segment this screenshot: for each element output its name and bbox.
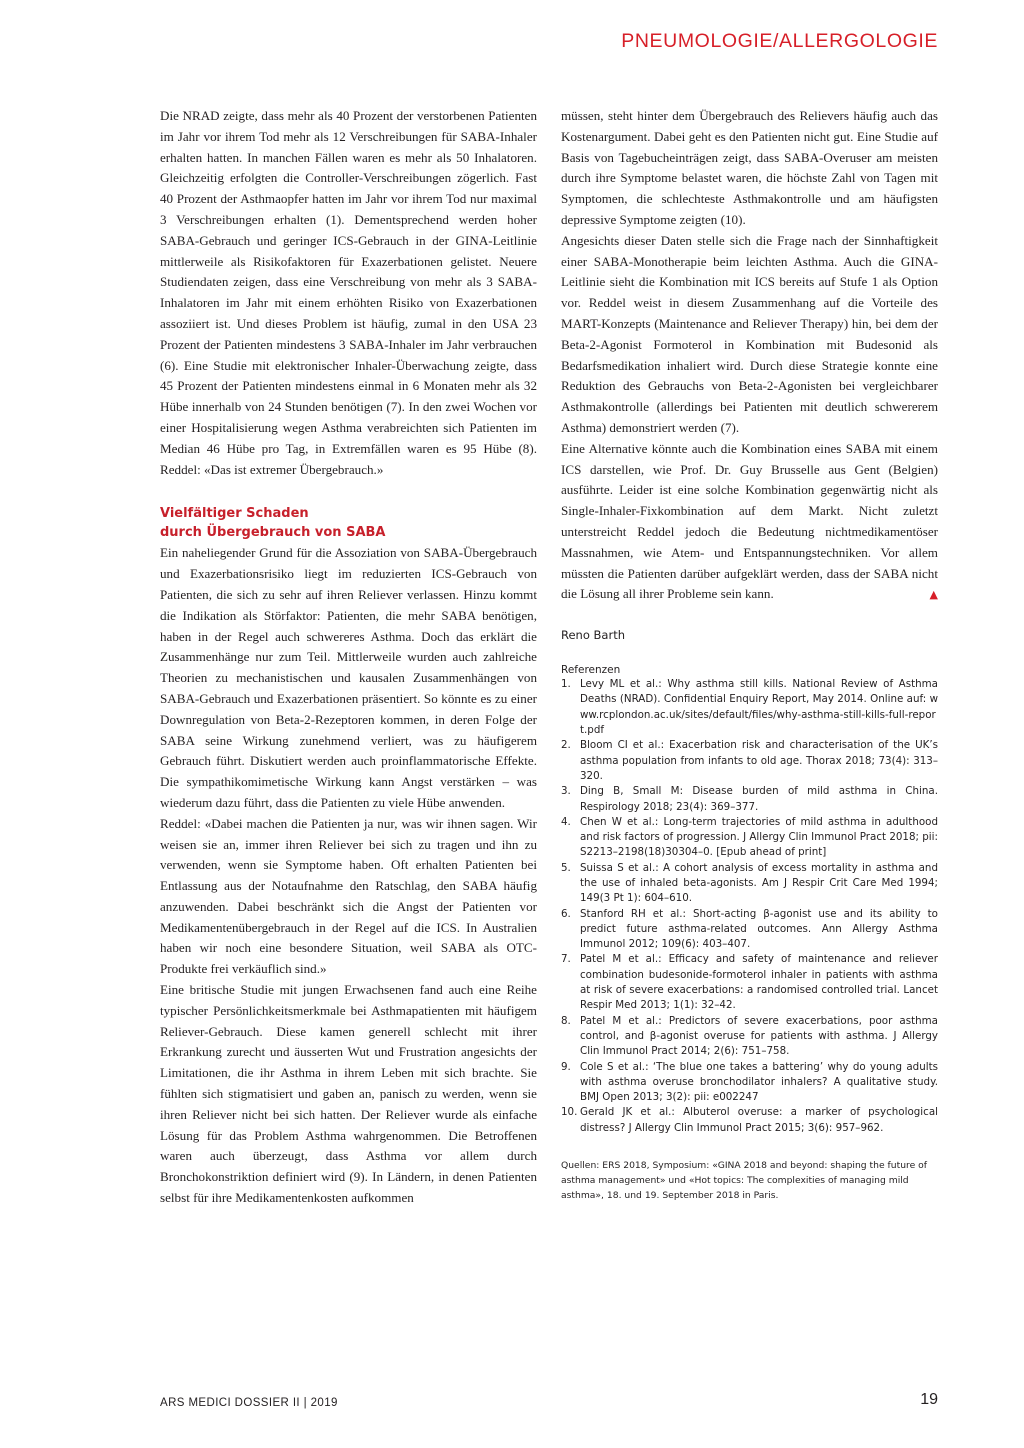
reference-number: 5. [561, 861, 571, 874]
reference-text: Ding B, Small M: Disease burden of mild asthma in China. Respirology 2018; 23(4): 369–377. [580, 785, 938, 813]
reference-item [561, 1105, 938, 1136]
reference-item [561, 815, 938, 861]
reference-number: 6. [561, 907, 571, 920]
final-paragraph-text: Eine Alternative könnte auch die Kombination eines SABA mit einem ICS darstellen, wie Prof. Dr. Guy Brusselle aus Gent (Belgien) ausführte. Leider ist eine solche Kombination gegenwärtig nicht als Single-Inhaler-Fixkombination auf dem Markt. Nicht zuletzt unterstreicht Reddel jedoch die Bedeutung nichtmedikamentöser Massnahmen, wie Atem- und Entspannungstechniken. Vor allem müssten die Patienten darüber aufgeklärt werden, dass der SABA nicht die Lösung all ihrer Probleme sein kann. [561, 440, 938, 602]
reference-text: Stanford RH et al.: Short-acting β-agonist use and its ability to predict future asthma-related outcomes. Ann Allergy Asthma Immunol 2012; 109(6): 403–407. [580, 907, 938, 951]
section-title: PNEUMOLOGIE/ALLERGOLOGIE [621, 30, 938, 52]
author-name: Reno Barth [561, 628, 625, 643]
end-of-article-triangle-icon: ▲ [929, 588, 938, 602]
reference-item [561, 1014, 938, 1060]
publication-footer: ARS MEDICI DOSSIER II | 2019 [160, 1397, 338, 1409]
reference-text: Cole S et al.: ‘The blue one takes a battering’ why do young adults with asthma overuse bronchodilator inhalers? A qualitative study. BMJ Open 2013; 3(2): pii: e002247 [580, 1060, 938, 1104]
reference-item [561, 677, 938, 738]
references-list [561, 677, 938, 1136]
reference-text: Patel M et al.: Efficacy and safety of maintenance and reliever combination budesonide-formoterol inhaler in patients with asthma at risk of severe exacerbations: a randomised controlled trial. Lancet Respir Med 2013; 1(1): 32–42. [580, 953, 938, 1012]
reference-number: 3. [561, 785, 571, 798]
body-paragraph: Ein naheliegender Grund für die Assoziation von SABA-Übergebrauch und Exazerbationsrisiko liegt im reduzierten ICS-Gebrauch von Patienten, die sich zu sehr auf ihren Reliever verlassen. Hinzu kommt die Indikation als Störfaktor: Patienten, die mehr SABA benötigen, haben in der Regel auch schwereres Asthma. Doch das erklärt die Zusammenhänge nur zum Teil. Mittlerweile wurden auch zahlreiche Theorien zu mechanistischen und kausalen Zusammenhängen von SABA-Gebrauch und Exazerbationen präsentiert. So könnte es zu einer Downregulation von Beta-2-Rezeptoren kommen, in deren Folge der SABA seine Wirkung zunehmend verliert, was zu häufigerem Gebrauch führt. Diskutiert werden auch proinflammatorische Effekte. Die sympathikomimetische Wirkung kann Angst verstärken – was wiederum dazu führt, dass die Patienten zu viele Hübe anwenden. [160, 545, 537, 810]
section-heading-line: durch Übergebrauch von SABA [160, 525, 386, 541]
reference-number: 2. [561, 739, 571, 752]
sources-note: Quellen: ERS 2018, Symposium: «GINA 2018 and beyond: shaping the future of asthma management» und «Hot topics: The complexities of managing mild asthma», 18. und 19. September 2018 in Paris. [561, 1160, 928, 1202]
section-heading [160, 504, 537, 542]
reference-number: 1. [561, 678, 571, 691]
reference-item [561, 907, 938, 953]
reference-text: Patel M et al.: Predictors of severe exacerbations, poor asthma control, and β-agonist overuse for patients with asthma. J Allergy Clin Immunol Pract 2014; 2(6): 751–758. [580, 1014, 938, 1058]
reference-text: Levy ML et al.: Why asthma still kills. National Review of Asthma Deaths (NRAD). Confidential Enquiry Report, May 2014. Online auf: [580, 678, 938, 706]
body-paragraph: Reddel: «Dabei machen die Patienten ja nur, was wir ihnen sagen. Wir weisen sie an, immer ihren Reliever bei sich zu tragen und ihn zu verwenden, wenn sie Symptome haben. Oft erhalten Patienten bei Entlassung aus der Notaufnahme den Ratschlag, den SABA häufig anzuwenden. Dabei beschränkt sich die Angst der Patienten vor Medikamentenübergebrauch in der Regel auf die ICS. In Australien haben wir noch eine besondere Situation, weil SABA als OTC-Produkte frei verkäuflich sind.» [160, 815, 537, 977]
reference-text: Suissa S et al.: A cohort analysis of excess mortality in asthma and the use of inhaled beta-agonists. Am J Respir Crit Care Med 1994; 149(3 Pt 1): 604–610. [580, 861, 938, 905]
page-number: 19 [920, 1391, 938, 1408]
reference-url-link[interactable]: www.rcplondon.ac.uk/sites/default/files/why-asthma-still-kills-full-report.pdf [580, 693, 938, 737]
body-paragraph: Eine britische Studie mit jungen Erwachsenen fand auch eine Reihe typischer Persönlichkeitsmerkmale bei Asthmapatienten mit häufigem Reliever-Gebrauch. Diese kamen generell schlecht mit ihrer Erkrankung zurecht und äusserten Wut und Frustration angesichts der Limitationen, die ihr Asthma in ihrem Leben mit sich brachte. Sie fühlten sich stigmatisiert und gaben an, panisch zu werden, wenn sie ihren Reliever nicht bei sich hatten. Der Reliever wurde als einfache Lösung für das Problem Asthma wahrgenommen. Die Betroffenen waren auch überzeugt, dass Asthma vor allem durch Bronchokonstriktion definiert wird (9). In Ländern, in denen Patienten selbst für ihre Medikamentenkosten aufkommen [160, 982, 537, 1206]
reference-number: 10. [561, 1106, 578, 1119]
reference-text: Bloom CI et al.: Exacerbation risk and characterisation of the UK’s asthma population from infants to old age. Thorax 2018; 73(4): 313–320. [580, 739, 938, 782]
right-column [561, 106, 938, 1203]
body-paragraph: Die NRAD zeigte, dass mehr als 40 Prozent der verstorbenen Patienten im Jahr vor ihrem Tod mehr als 12 Verschreibungen für SABA-Inhaler erhalten hatten. In manchen Fällen waren es mehr als 50 Inhalatoren. Gleichzeitig erfolgten die Controller-Verschreibungen zögerlich. Fast 40 Prozent der Asthmaopfer hatten im Jahr vor ihrem Tod nur maximal 3 Verschreibungen erhalten (1). Dementsprechend werden hoher SABA-Gebrauch und geringer ICS-Gebrauch in der GINA-Leitlinie mittlerweile als Risikofaktoren für Exazerbationen gelistet. Neuere Studiendaten zeigen, dass eine Verschreibung von mehr als 3 SABA-Inhalatoren im Jahr mit einem erhöhten Risiko von Exazerbationen assoziiert ist. Und dieses Problem ist häufig, zumal in den USA 23 Prozent der Patienten mindestens 3 SABA-Inhaler im Jahr verbrauchen (6). Eine Studie mit elektronischer Inhaler-Überwachung zeigte, dass 45 Prozent der Patienten mindestens einmal in 6 Monaten mehr als 32 Hübe innerhalb von 24 Stunden benötigen (7). In den zwei Wochen vor einer Hospitalisierung wegen Asthma verabreichten sich Patienten im Median 46 Hübe pro Tag, in Extremfällen waren es 95 Hübe (8). Reddel: «Das ist extremer Übergebrauch.» [160, 108, 537, 477]
reference-item [561, 861, 938, 907]
reference-number: 9. [561, 1060, 571, 1073]
reference-item [561, 738, 938, 784]
reference-item [561, 952, 938, 1013]
body-paragraph: Angesichts dieser Daten stelle sich die Frage nach der Sinnhaftigkeit einer SABA-Monotherapie beim leichten Asthma. Auch die GINA-Leitlinie sieht die Kombination mit ICS bereits auf Stufe 1 als Option vor. Reddel weist in diesem Zusammenhang auf die Vorteile des MART-Konzepts (Maintenance and Reliever Therapy) hin, bei dem der Beta-2-Agonist Formoterol in Kombination mit Budesonid als Bedarfsmedikation inhaliert wird. Durch diese Strategie konnte eine Reduktion des Gebrauchs von Beta-2-Agonisten bei vergleichbarer Asthmakontrolle (allerdings bei Patienten mit deutlich schwererem Asthma) demonstriert werden (7). [561, 232, 938, 435]
section-heading-line: Vielfältiger Schaden [160, 506, 309, 522]
reference-number: 8. [561, 1014, 571, 1027]
reference-number: 7. [561, 953, 571, 966]
left-column [160, 106, 537, 1209]
body-paragraph: müssen, steht hinter dem Übergebrauch des Relievers häufig auch das Kostenargument. Dabei geht es den Patienten nicht gut. Eine Studie auf Basis von Tagebucheinträgen zeigt, dass SABA-Overuser am meisten durch ihre Symptome belastet waren, die höchste Zahl von Tagen mit Symptomen, die schlechteste Asthmakontrolle und am häufigsten depressive Symptome zeigten (10). [561, 108, 938, 227]
reference-item [561, 784, 938, 815]
references-heading: Referenzen [561, 664, 621, 677]
body-paragraph-final [561, 439, 938, 605]
reference-text: Chen W et al.: Long-term trajectories of mild asthma in adulthood and risk factors of progression. J Allergy Clin Immunol Pract 2018; pii: S2213–2198(18)30304–0. [Epub ahead of print] [580, 815, 938, 859]
reference-item [561, 1060, 938, 1106]
reference-number: 4. [561, 815, 571, 828]
reference-text: Gerald JK et al.: Albuterol overuse: a marker of psychological distress? J Allergy Clin Immunol Pract 2015; 3(6): 957–962. [580, 1106, 938, 1134]
